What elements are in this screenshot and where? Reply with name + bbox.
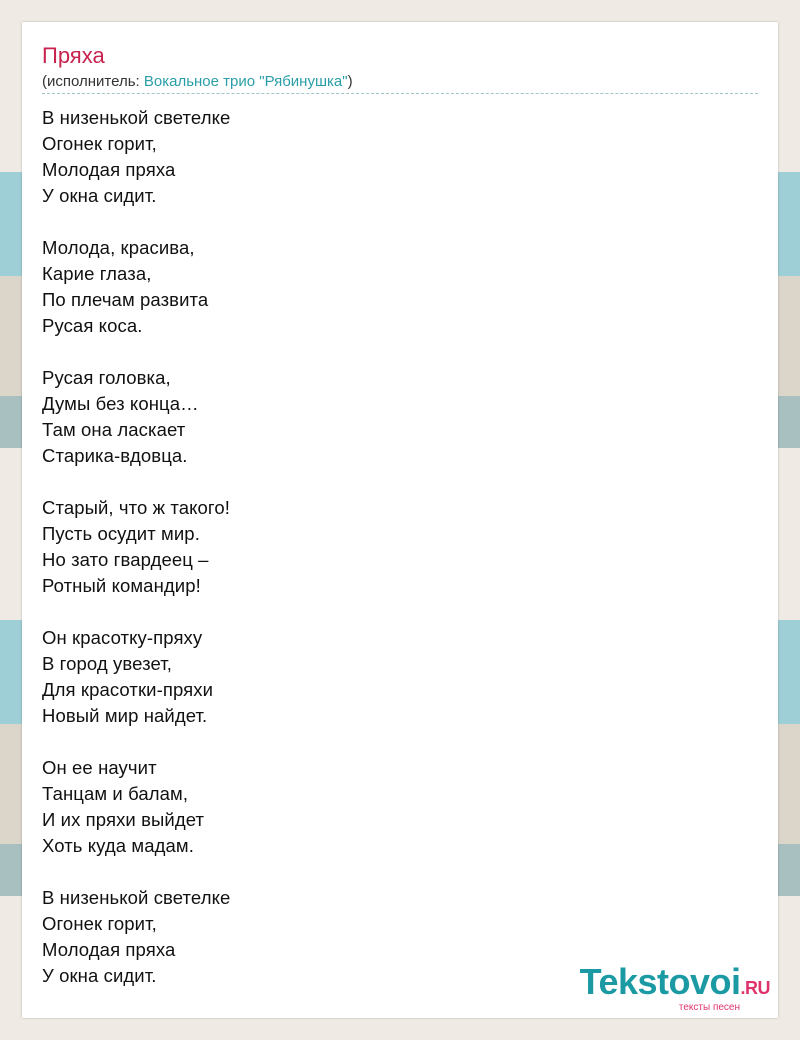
lyric-line: Пусть осудит мир. xyxy=(42,523,200,544)
lyric-line: И их пряхи выйдет xyxy=(42,809,205,830)
lyric-line: У окна сидит. xyxy=(42,965,157,986)
stanza xyxy=(42,235,230,339)
lyric-line: Старый, что ж такого! xyxy=(42,497,230,518)
site-logo[interactable] xyxy=(579,961,770,1014)
lyric-line: Русая коса. xyxy=(42,315,143,336)
lyric-line: Он ее научит xyxy=(42,757,157,778)
lyric-line: Там она ласкает xyxy=(42,419,186,440)
artist-prefix: (исполнитель: xyxy=(42,73,144,90)
stanza xyxy=(42,625,230,729)
lyric-line: Молода, красива, xyxy=(42,237,195,258)
stanza xyxy=(42,105,230,209)
lyric-line: Старика-вдовца. xyxy=(42,445,188,466)
lyric-line: Огонек горит, xyxy=(42,913,157,934)
lyrics-body xyxy=(42,105,230,1015)
lyric-line: Новый мир найдет. xyxy=(42,705,208,726)
stanza xyxy=(42,885,230,989)
lyric-line: В низенькой светелке xyxy=(42,887,231,908)
song-title: Пряха xyxy=(42,43,105,68)
lyric-line: Русая головка, xyxy=(42,367,171,388)
lyric-line: Карие глаза, xyxy=(42,263,152,284)
lyric-line: В город увезет, xyxy=(42,653,172,674)
logo-word: Tekstovoi xyxy=(579,961,741,1002)
lyric-line: В низенькой светелке xyxy=(42,107,231,128)
lyric-line: Но зато гвардеец – xyxy=(42,549,209,570)
lyric-line: Думы без конца… xyxy=(42,393,199,414)
artist-line xyxy=(42,73,758,94)
lyric-line: Огонек горит, xyxy=(42,133,157,154)
lyric-line: Ротный командир! xyxy=(42,575,201,596)
stanza xyxy=(42,755,230,859)
lyric-line: Хоть куда мадам. xyxy=(42,835,194,856)
lyric-line: Молодая пряха xyxy=(42,159,176,180)
stanza xyxy=(42,365,230,469)
lyric-line: Молодая пряха xyxy=(42,939,176,960)
logo-tagline: тексты песен xyxy=(678,1002,740,1013)
lyric-line: Он красотку-пряху xyxy=(42,627,203,648)
artist-link[interactable]: Вокальное трио "Рябинушка" xyxy=(143,73,348,90)
logo-tld: .RU xyxy=(740,978,770,998)
lyric-line: У окна сидит. xyxy=(42,185,157,206)
lyric-line: Для красотки-пряхи xyxy=(42,679,214,700)
lyric-line: Танцам и балам, xyxy=(42,783,189,804)
artist-suffix: ) xyxy=(347,73,353,90)
stanza xyxy=(42,495,230,599)
logo-wordmark xyxy=(579,961,770,1006)
lyrics-card xyxy=(22,22,778,1018)
lyric-line: По плечам развита xyxy=(42,289,209,310)
